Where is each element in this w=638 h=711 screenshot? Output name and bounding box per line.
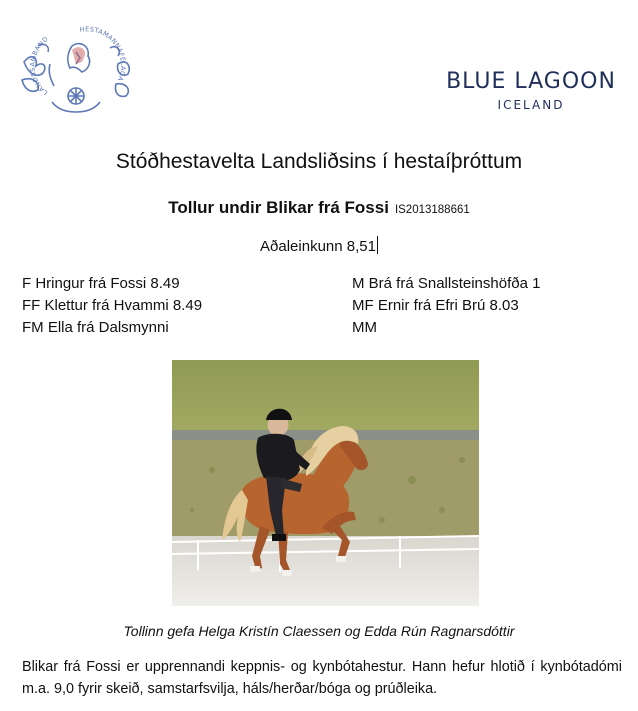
logo-brand-name: BLUE LAGOON [446,69,616,94]
horse-title [0,198,638,218]
text-cursor [377,236,378,254]
pedigree-sire: F Hringur frá Fossi 8.49 [22,275,180,292]
rider-on-horse-photo [172,360,479,606]
horse-description: Blikar frá Fossi er upprennandi keppnis- og kynbótahestur. Hann hefur hlotið í kynbótadómi m.a. 9,0 fyrir skeið, samstarfsvilja, háls/herðar/bóga og prúðleika. [22,659,622,697]
horse-name: Tollur undir Blikar frá Fossi [168,198,389,217]
logo-brand-country: ICELAND [497,98,565,112]
pedigree-sire-dam: FM Ella frá Dalsmynni [22,319,169,336]
pedigree-dam-dam: MM [352,319,377,336]
pedigree-sire-sire: FF Klettur frá Hvammi 8.49 [22,297,203,314]
pedigree-dam-side [352,273,540,339]
photo-caption: Tollinn gefa Helga Kristín Claessen og Edda Rún Ragnarsdóttir [123,623,515,639]
main-score-text: Aðaleinkunn 8,51 [260,238,376,255]
horse-head-emblem-icon [18,22,136,118]
pedigree-dam: M Brá frá Snallsteinshöfða 1 [352,275,541,292]
page-title: Stóðhestavelta Landsliðsins í hestaíþróttum [115,150,523,173]
svg-text:HESTAMANNAFÉLAGA [79,25,128,82]
logo-text-left: LANDSSAMBAND [28,34,50,97]
svg-text:LANDSSAMBAND [29,35,50,97]
blue-lagoon-logo [446,70,616,112]
main-score [0,236,638,255]
logo-text-right: HESTAMANNAFÉLAGA [79,25,128,83]
pedigree-sire-side [22,273,202,339]
pedigree-dam-sire: MF Ernir frá Efri Brú 8.03 [352,297,519,314]
lh-logo [18,22,136,118]
horse-photo [172,360,479,606]
horse-registration: IS2013188661 [394,204,470,216]
